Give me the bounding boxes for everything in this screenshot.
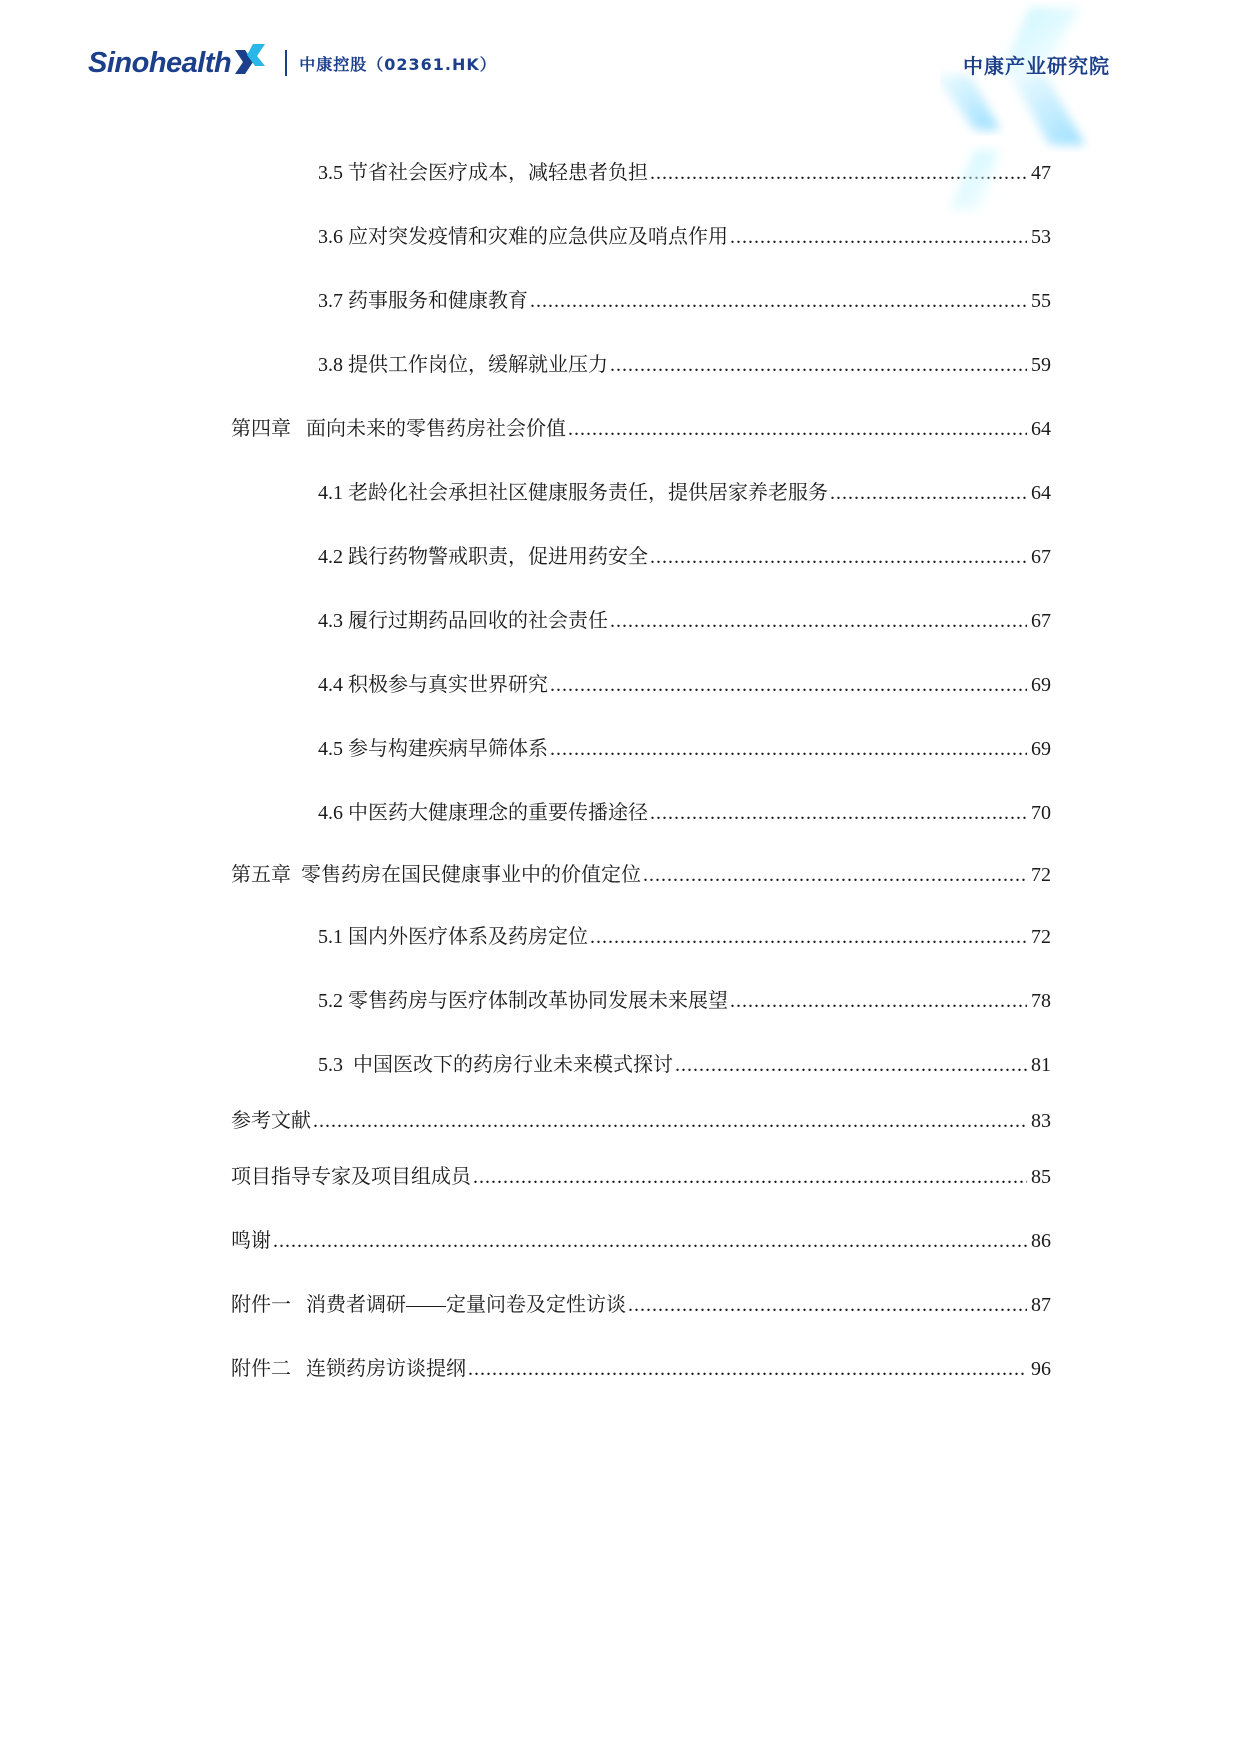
toc-entry-title: 节省社会医疗成本，减轻患者负担 — [348, 162, 648, 184]
toc-entry-title: 项目指导专家及项目组成员 — [231, 1166, 471, 1188]
toc-entry-number: 3.8 — [318, 354, 348, 376]
chevron-logo-icon — [233, 42, 267, 76]
dot-leader — [610, 350, 1027, 380]
toc-entry-number: 附件一 — [231, 1294, 306, 1316]
toc-entry-page: 96 — [1031, 1358, 1051, 1380]
toc-entry-number: 4.1 — [318, 482, 348, 504]
brand-wordmark: Sinohealth — [88, 46, 232, 79]
toc-entry-number: 3.6 — [318, 226, 348, 248]
toc-entry-title: 践行药物警戒职责，促进用药安全 — [348, 546, 648, 568]
toc-entry-title: 药事服务和健康教育 — [348, 290, 528, 312]
dot-leader — [530, 286, 1027, 316]
toc-entry-page: 64 — [1031, 418, 1051, 440]
decorative-x-graphic — [940, 0, 1140, 230]
toc-entry[interactable] — [318, 734, 1051, 764]
toc-chapter[interactable] — [231, 1162, 1051, 1192]
toc-entry-number: 4.5 — [318, 738, 348, 760]
dot-leader — [468, 1354, 1027, 1384]
toc-entry-page: 87 — [1031, 1294, 1051, 1316]
toc-entry[interactable] — [318, 350, 1051, 380]
toc-entry-title: 鸣谢 — [231, 1230, 271, 1252]
toc-entry-title: 参与构建疾病早筛体系 — [348, 738, 548, 760]
toc-entry[interactable] — [318, 286, 1051, 316]
sinohealth-logo — [88, 46, 497, 80]
toc-entry-number: 5.2 — [318, 990, 348, 1012]
toc-entry-number: 5.3 — [318, 1054, 353, 1076]
toc-entry-number: 附件二 — [231, 1358, 306, 1380]
toc-entry-title: 提供工作岗位，缓解就业压力 — [348, 354, 608, 376]
toc-chapter[interactable] — [231, 1354, 1051, 1384]
dot-leader — [675, 1050, 1027, 1080]
toc-entry-title: 连锁药房访谈提纲 — [306, 1358, 466, 1380]
toc-entry-page: 53 — [1031, 226, 1051, 248]
dot-leader — [550, 670, 1027, 700]
toc-entry-number: 4.3 — [318, 610, 348, 632]
toc-entry-page: 69 — [1031, 674, 1051, 696]
dot-leader — [830, 478, 1027, 508]
toc-chapter[interactable] — [231, 1226, 1051, 1256]
page-header — [0, 0, 1241, 130]
toc-entry[interactable] — [318, 670, 1051, 700]
toc-entry[interactable] — [318, 606, 1051, 636]
dot-leader — [730, 986, 1027, 1016]
dot-leader — [590, 922, 1027, 952]
toc-chapter[interactable] — [231, 860, 1051, 890]
toc-entry-number: 5.1 — [318, 926, 348, 948]
toc-entry-page: 67 — [1031, 546, 1051, 568]
logo-divider — [285, 50, 287, 76]
toc-chapter[interactable] — [231, 1290, 1051, 1320]
toc-entry-page: 78 — [1031, 990, 1051, 1012]
toc-entry-number: 3.5 — [318, 162, 348, 184]
toc-entry-number: 4.4 — [318, 674, 348, 696]
toc-entry-page: 47 — [1031, 162, 1051, 184]
toc-entry[interactable] — [318, 1050, 1051, 1080]
institute-name: 中康产业研究院 — [963, 54, 1110, 78]
toc-entry[interactable] — [318, 986, 1051, 1016]
toc-entry-title: 中国医改下的药房行业未来模式探讨 — [353, 1054, 673, 1076]
toc-entry-number: 4.6 — [318, 802, 348, 824]
company-name: 中康控股（02361.HK） — [299, 54, 497, 74]
toc-entry-page: 70 — [1031, 802, 1051, 824]
toc-entry-title: 中医药大健康理念的重要传播途径 — [348, 802, 648, 824]
toc-entry[interactable] — [318, 798, 1051, 828]
dot-leader — [650, 798, 1027, 828]
toc-entry-title: 履行过期药品回收的社会责任 — [348, 610, 608, 632]
dot-leader — [628, 1290, 1027, 1320]
dot-leader — [643, 860, 1027, 890]
dot-leader — [273, 1226, 1027, 1256]
toc-entry-page: 67 — [1031, 610, 1051, 632]
toc-entry-number: 第四章 — [231, 418, 306, 440]
toc-entry-page: 69 — [1031, 738, 1051, 760]
toc-entry-page: 85 — [1031, 1166, 1051, 1188]
toc-entry[interactable] — [318, 922, 1051, 952]
toc-entry-title: 零售药房在国民健康事业中的价值定位 — [301, 864, 641, 886]
toc-entry-number: 4.2 — [318, 546, 348, 568]
toc-entry-title: 积极参与真实世界研究 — [348, 674, 548, 696]
toc-entry-number: 第五章 — [231, 864, 301, 886]
toc-chapter[interactable] — [231, 414, 1051, 444]
toc-entry-page: 59 — [1031, 354, 1051, 376]
dot-leader — [313, 1106, 1027, 1136]
toc-entry-page: 72 — [1031, 926, 1051, 948]
dot-leader — [650, 542, 1027, 572]
toc-entry[interactable] — [318, 542, 1051, 572]
dot-leader — [568, 414, 1027, 444]
toc-entry-page: 86 — [1031, 1230, 1051, 1252]
toc-entry-title: 零售药房与医疗体制改革协同发展未来展望 — [348, 990, 728, 1012]
dot-leader — [610, 606, 1027, 636]
toc-chapter[interactable] — [231, 1106, 1051, 1136]
toc-entry-page: 83 — [1031, 1110, 1051, 1132]
toc-entry-title: 应对突发疫情和灾难的应急供应及哨点作用 — [348, 226, 728, 248]
toc-entry-title: 老龄化社会承担社区健康服务责任，提供居家养老服务 — [348, 482, 828, 504]
toc-entry-page: 81 — [1031, 1054, 1051, 1076]
dot-leader — [550, 734, 1027, 764]
dot-leader — [473, 1162, 1027, 1192]
toc-entry-title: 国内外医疗体系及药房定位 — [348, 926, 588, 948]
toc-entry-number: 3.7 — [318, 290, 348, 312]
toc-entry-title: 参考文献 — [231, 1110, 311, 1132]
toc-entry[interactable] — [318, 478, 1051, 508]
toc-entry-title: 消费者调研——定量问卷及定性访谈 — [306, 1294, 626, 1316]
toc-entry-page: 64 — [1031, 482, 1051, 504]
toc-entry-title: 面向未来的零售药房社会价值 — [306, 418, 566, 440]
toc-entry-page: 55 — [1031, 290, 1051, 312]
toc-entry-page: 72 — [1031, 864, 1051, 886]
